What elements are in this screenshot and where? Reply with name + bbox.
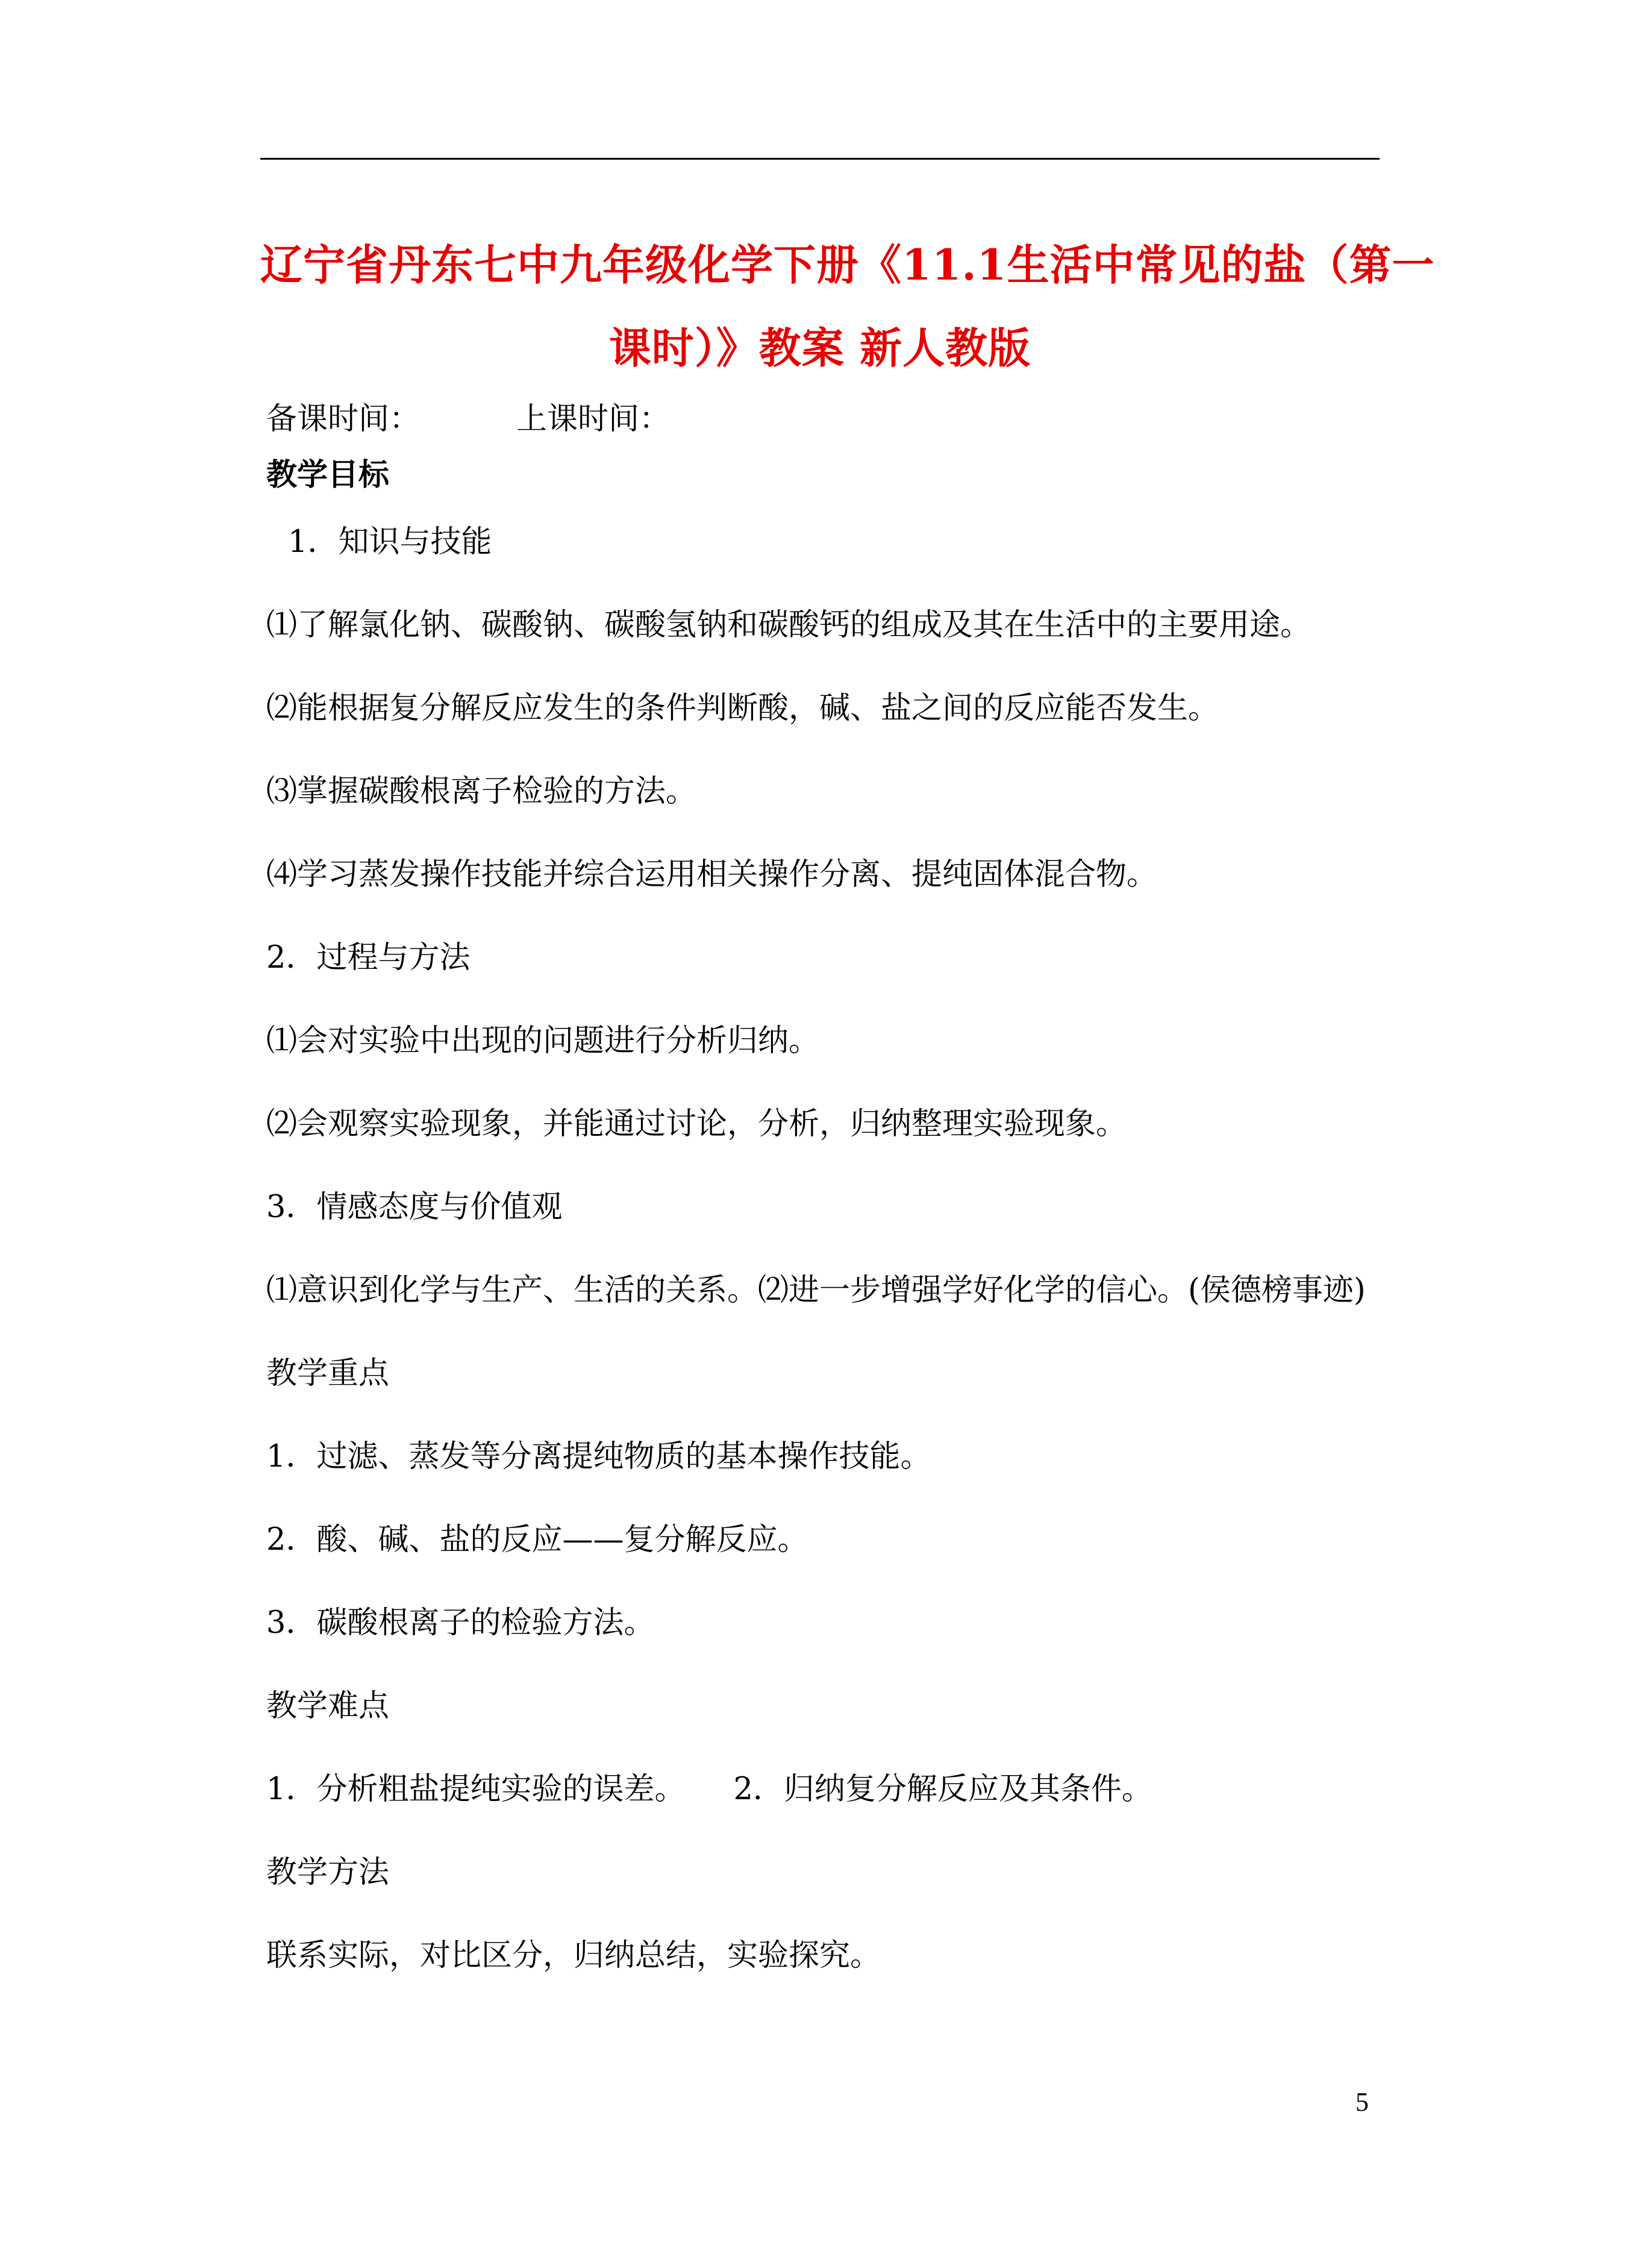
methods-text: 联系实际，对比区分，归纳总结，实验探究。: [266, 1938, 881, 1973]
key-point-item: 1．过滤、蒸发等分离提纯物质的基本操作技能。: [266, 1439, 931, 1474]
key-points-heading: 教学重点: [266, 1356, 390, 1391]
attitude-heading: 3．情感态度与价值观: [266, 1189, 563, 1225]
methods-heading: 教学方法: [266, 1855, 390, 1890]
header-rule: [260, 158, 1380, 160]
process-item: ⑴会对实验中出现的问题进行分析归纳。: [266, 1023, 820, 1059]
difficulties-heading: 教学难点: [266, 1688, 390, 1724]
process-heading: 2．过程与方法: [266, 940, 470, 976]
prep-time-label: 备课时间：: [266, 401, 420, 437]
objectives-heading: 教学目标: [266, 457, 390, 493]
difficulty-item: 2．归纳复分解反应及其条件。: [733, 1771, 1152, 1807]
difficulty-items: [266, 1770, 1152, 1809]
page-number: 5: [1355, 2087, 1369, 2117]
key-point-item: 2．酸、碱、盐的反应——复分解反应。: [266, 1522, 808, 1558]
knowledge-item: ⑵能根据复分解反应发生的条件判断酸，碱、盐之间的反应能否发生。: [266, 691, 1219, 726]
knowledge-item: ⑴了解氯化钠、碳酸钠、碳酸氢钠和碳酸钙的组成及其在生活中的主要用途。: [266, 607, 1311, 643]
knowledge-item: ⑷学习蒸发操作技能并综合运用相关操作分离、提纯固体混合物。: [266, 857, 1158, 892]
knowledge-heading: 1．知识与技能: [288, 524, 492, 560]
class-time-label: 上课时间：: [516, 401, 671, 437]
time-fields: [266, 400, 670, 439]
knowledge-item: ⑶掌握碳酸根离子检验的方法。: [266, 774, 697, 809]
document-title-line-2: 课时）》教案 新人教版: [608, 323, 1031, 373]
key-point-item: 3．碳酸根离子的检验方法。: [266, 1605, 655, 1641]
attitude-item: ⑴意识到化学与生产、生活的关系。⑵进一步增强学好化学的信心。(侯德榜事迹): [266, 1273, 1366, 1308]
difficulty-item: 1．分析粗盐提纯实验的误差。: [266, 1771, 686, 1807]
document-title-line-1: 辽宁省丹东七中九年级化学下册《11.1生活中常见的盐（第一: [260, 240, 1435, 290]
process-item: ⑵会观察实验现象，并能通过讨论，分析，归纳整理实验现象。: [266, 1106, 1127, 1142]
